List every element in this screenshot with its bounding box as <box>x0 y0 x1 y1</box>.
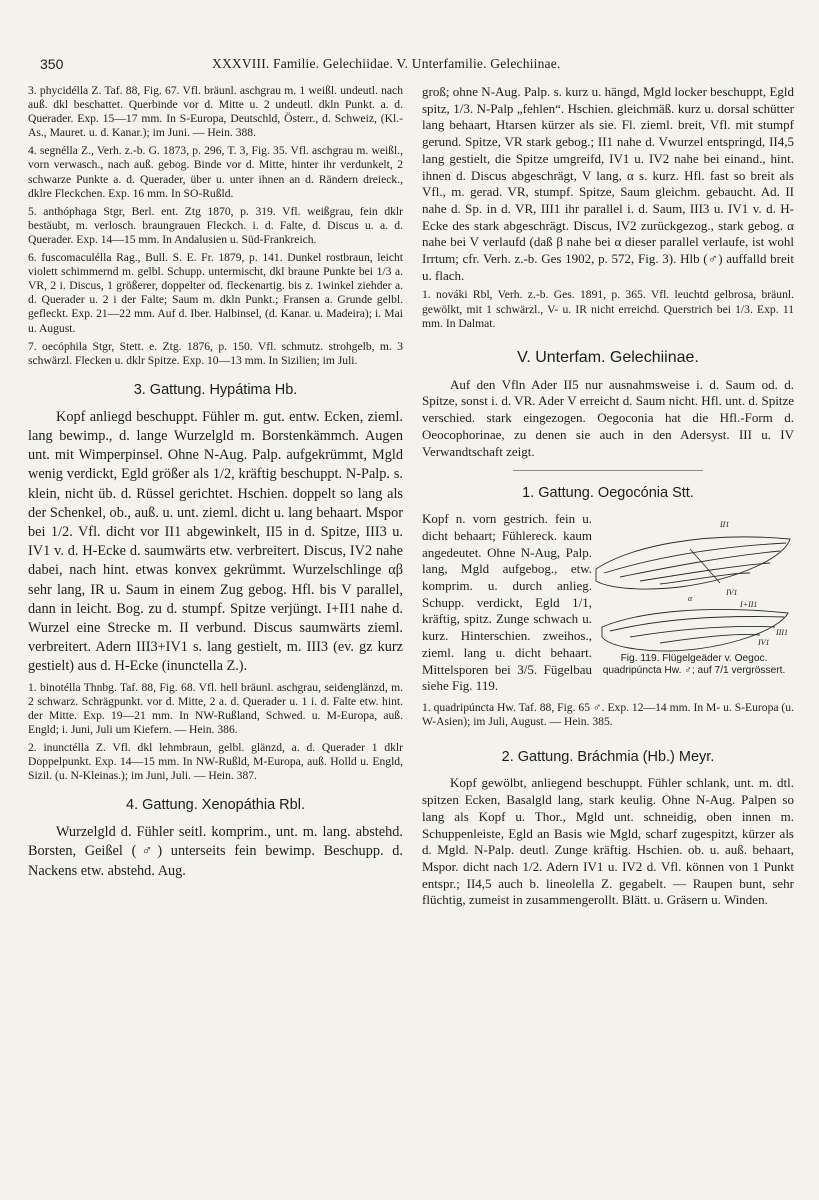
genus-hypatima-description: Kopf anliegd beschuppt. Fühler m. gut. entw. Ecken, zieml. lang bewimp., d. lange Wurzelgld m. Borstenkämmch. Augen unt. mit Wimperpinsel. Ohne N-Aug. Palp. aufgekrümmt, Mgld wenig verdickt, Egld größer als 1/2, kräftig beschuppt. N-Palp. s. klein, nicht üb. d. Rüssel gerichtet. Hschien. doppelt so lang als der Schenkel, ob., auß. u. unt. zieml. dicht u. lang behaart. Mspor bei 1/2. Vfl. dicht vor II1 abgewinkelt, II5 in d. Spitze, III3 u. IV1 v. d. H-Ecke d. saumwärts etw. verbreitert. Discus, IV2 nahe dabei, nach hint. etwas konvex gekrümmt. Wurzelschlinge αβ sehr lang, IR u. Saum in einem Zug gebog. Hfl. bis V parallel, dann in leicht. Bog. zu d. stumpf. Spitze verjüngt. I+II1 nahe d. Wurzel eine Strecke m. II verbund. Discus saumwärts zieml. verbreitert. Adern III3+IV1 s. lang gestielt, m. III3 (ev. gz kurz gestielt) aus d. H-Ecke (inunctella Z.). <box>28 408 403 675</box>
running-title: XXXVIII. Familie. Gelechiidae. V. Unterfamilie. Gelechiinae. <box>212 56 561 71</box>
label-alpha: α <box>688 594 693 604</box>
species-quadripuncta: 1. quadripúncta Hw. Taf. 88, Fig. 65 ♂. Exp. 12—14 mm. In M- u. S-Europa (u. W-Asien); im Juli, August. — Hein. 385. <box>422 701 794 729</box>
species-novaki: 1. nováki Rbl, Verh. z.-b. Ges. 1891, p. 365. Vfl. leuchtd gelbrosa, bräunl. gewölkt, mit 1 schwärzl., V- u. IR nicht erreichd. Querstrich bei 1/3. Exp. 11 mm. In Dalmat. <box>422 288 794 330</box>
genus-xenopathia-description: Wurzelgld d. Fühler seitl. komprim., unt. m. lang. abstehd. Borsten, Geißel (♂) unterseits fein bewimp. Beschupp. d. Nackens etw. abstehd. Aug. <box>28 824 403 879</box>
right-column <box>422 84 794 909</box>
genus-xenopathia-heading: 4. Gattung. Xenopáthia Rbl. <box>126 797 305 814</box>
species-inunctella: 2. inunctélla Z. Vfl. dkl lehmbraun, gelbl. glänzd, a. d. Querader 1 dklr Doppelpunkt. Exp. 14—15 mm. In NW-Rußld, M-Europa, auß. Holld u. Engld, Sizil. (u. N-Kleinas.); im Juni, Juli. — Hein. 387. <box>28 741 403 783</box>
species-anthophaga: 5. anthóphaga Stgr, Berl. ent. Ztg 1870, p. 319. Vfl. weißgrau, fein dklr bestäubt, m. verlosch. braungrauen Fleckch. i. d. Falte, d. Discus u. a. d. Querader. Exp. 14—15 mm. In Andalusien u. Süd-Frankreich. <box>28 204 403 246</box>
page-header <box>0 56 819 78</box>
genus-hypatima-heading: 3. Gattung. Hypátima Hb. <box>133 381 298 398</box>
genus-oegoconia-description: Kopf n. vorn gestrich. fein u. dicht behaart; Fühlereck. kaum angedeutet. Ohne N-Aug, Palp. lang, Mgld aufgebog., etw. komprim. u. durch anlieg. Schupp. verdickt, Egld 1/1, kräftig, spitz. Zunge schwach u. kurz. Hinterschien. zweihos., zieml. lang u. dicht behaart. Mittelsporen bei 3/5. Fügelbau siehe Fig. 119. <box>422 511 592 694</box>
page-number: 350 <box>40 56 64 72</box>
genus-xenopathia-continuation: groß; ohne N-Aug. Palp. s. kurz u. hängd, Mgld locker beschuppt, Egld spitz, 1/3. N-Palp „fehlen“. Hschien. gleichmäß. kurz u. dorsal schütter lang behaart, Htarsen kürzer als sie. Fl. zieml. breit, Vfl. mit stumpf gerund. Spitze, VR stark gebog.; II1 nahe d. Vwurzel entspringd, II4,5 lang gestielt, die Spitze umgreifd, IV1 u. IV2 nahe bei einand., hint. ihnen d. Discus abgeschrägt, V lang, α s. kurz. Hfl. fast so breit als Vfl., m. gerad. VR, stumpf. Spitze, Saum gleichm. gebaucht. Ad. II nahe d. Sp. in d. VR, III1 ihr parallel i. d. Saum, III3 u. IV1 v. d. H-Ecke des stark abgeschrägt. Discus, IV2 zurückgezog., stark gebog. α nahe bei V verlaufd (daß β nahe bei α dieser parallel verlaufe, ist wohl Irrtum; cfr. Verh. z.-b. Ges 1902, p. 572, Fig. 3). Hlb (♂) auffalld breit u. flach. <box>422 84 794 283</box>
genus-brachmia-heading: 2. Gattung. Bráchmia (Hb.) Meyr. <box>501 749 715 766</box>
label-IV1-hind: IV1 <box>758 638 770 648</box>
section-divider <box>513 470 703 471</box>
species-phycidella: 3. phycidélla Z. Taf. 88, Fig. 67. Vfl. bräunl. aschgrau m. 1 weißl. undeutl. nach auß. dkl beschattet. Querbinde vor d. Mitte u. 2 undeutl. dkln Punkt. a. d. Querader. Exp. 15—17 mm. In S-Europa, Deutschld, Österr., d. Schweiz, (Kl.-As., Mauret. u. d. Kanar.); im Juni. — Hein. 388. <box>28 84 403 140</box>
genus-oegoconia-heading: 1. Gattung. Oegocónia Stt. <box>522 485 694 502</box>
label-IV1: IV1 <box>726 588 738 598</box>
genus-brachmia-description: Kopf gewölbt, anliegend beschuppt. Fühler schlank, unt. m. dtl. spitzen Ecken, Basalgld lang, stark keulig. Ohne N-Aug. Palpen so lang als Kopf u. Thor., Mgld unt. schneidig, oben innen m. Schuppenleiste, Egld an Basis wie Mgld, scharf zugespitzt, kürzer als d. Mgld. N-Palp. deutl. Zunge kräftig. Hschien. ob. u. auß. behaart, Mspor. dicht nach 1/2. Adern IV1 u. IV2 d. Vfl. können von 1 Punkt entspr.; II4,5 auch b. lineolella Z. gegabelt. — Raupen bunt, sehr flüchtig, zumeist in zusammengerollt. Blätt. u. Gräsern u. Winden. <box>422 775 794 908</box>
figure-block <box>422 511 794 701</box>
subfamily-heading: V. Unterfam. Gelechiinae. <box>517 348 699 366</box>
figure-caption: Fig. 119. Flügelgeäder v. Oegoc. quadripúncta Hw. ♂; auf 7/1 vergrössert. <box>602 653 786 676</box>
species-oecophila: 7. oecóphila Stgr, Stett. e. Ztg. 1876, p. 150. Vfl. schmutz. strohgelb, m. 3 schwärzl. Flecken u. dklr Spitze. Exp. 10—13 mm. In Sizilien; im Juli. <box>28 339 403 367</box>
species-fuscomaculella: 6. fuscomaculélla Rag., Bull. S. E. Fr. 1879, p. 141. Dunkel rostbraun, leicht violett schimmernd m. gelbl. Schupp. untermischt, dkl braune Punkte bei 1/3 a. VR, 2 i. Discus, 1 größerer, doppelter od. fleckenartig. bis z. 1winkel ziehder a. d. Querader u. 2 i der Falte; Saum m. dkln Punkt.; Fransen a. Grunde gelbl. gefleckt. Exp. 21—22 mm. Auf d. Iber. Halbinsel, (d. Kanar. u. Madeira); i. Mai u. August. <box>28 251 403 335</box>
species-segnella: 4. segnélla Z., Verh. z.-b. G. 1873, p. 296, T. 3, Fig. 35. Vfl. aschgrau m. weißl., vorn verwasch., nach auß. gebog. Binde vor d. Mitte, hinter ihr verdunkelt, 2 schwarze Punkte a. d. Querader, über u. unter ihnen an d. Rändern dreieck., dklre Fleckchen. Exp. 16 mm. In SO-Rußld. <box>28 144 403 200</box>
label-II1: II1 <box>720 520 730 530</box>
label-I-II1: I+II1 <box>740 600 758 610</box>
left-column <box>28 84 403 881</box>
label-III1: III1 <box>776 628 788 638</box>
species-binotella: 1. binotélla Thnbg. Taf. 88, Fig. 68. Vfl. hell bräunl. aschgrau, seidenglänzd, m. 2 schwarz. Schrägpunkt. vor d. Mitte, 2 a. d. Querader u. 1 i. d. Falte etw. hint. der Mitte. Exp. 19—21 mm. In NW-Rußland, Schwed. u. M-Europa, auß. Engld; i. Juni, Juli um Kiefern. — Hein. 386. <box>28 680 403 736</box>
subfamily-description: Auf den Vfln Ader II5 nur ausnahmsweise i. d. Saum od. d. Spitze, sonst i. d. VR. Ader V erreicht d. Saum nicht. Hfl. unt. d. Spitze verschied. stark eingezogen. Oegoconia hat die Hfl.-Form d. Oeocophorinae, zu denen sie auch in den Adersyst. III u. IV Verwandtschaft zeigt. <box>422 376 794 459</box>
